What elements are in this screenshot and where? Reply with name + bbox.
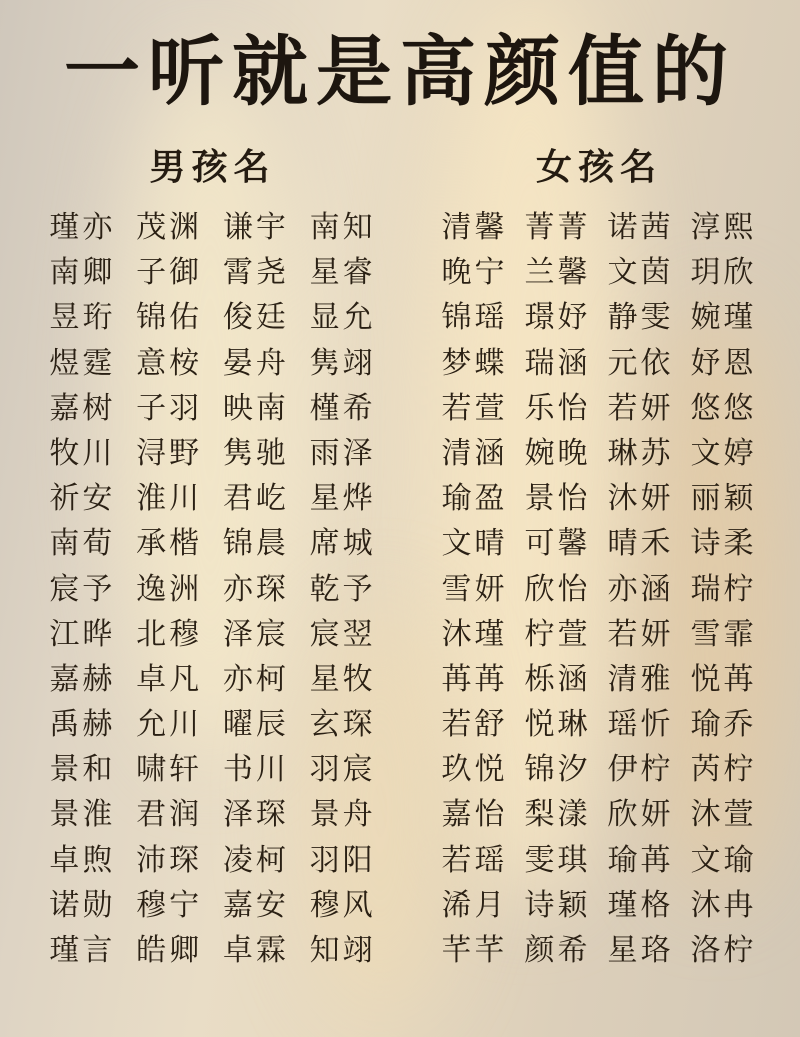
name-item: 槿希 <box>309 391 376 425</box>
name-item: 玖悦 <box>441 753 508 787</box>
name-item: 允川 <box>136 708 203 742</box>
name-item: 席城 <box>309 527 376 561</box>
name-item: 沐萱 <box>690 798 757 832</box>
name-item: 霄尧 <box>222 256 289 290</box>
name-item: 淮川 <box>136 482 203 516</box>
name-item: 琳苏 <box>607 436 674 470</box>
name-item: 诗柔 <box>690 527 757 561</box>
name-item: 星牧 <box>309 662 376 696</box>
girls-section <box>434 139 764 967</box>
name-item: 景怡 <box>524 482 591 516</box>
name-item: 淳熙 <box>690 211 757 244</box>
name-item: 嘉安 <box>222 888 289 922</box>
name-item: 映南 <box>222 391 289 425</box>
name-item: 清涵 <box>441 436 508 470</box>
name-item: 乐怡 <box>524 391 591 425</box>
name-item: 江晔 <box>49 617 116 651</box>
name-item: 兰馨 <box>524 256 591 290</box>
name-item: 子御 <box>136 256 203 290</box>
name-item: 若妍 <box>607 617 674 651</box>
name-item: 瑜乔 <box>690 708 757 742</box>
name-item: 婉晚 <box>524 436 591 470</box>
name-item: 若瑶 <box>441 843 508 877</box>
name-item: 雨泽 <box>309 436 376 470</box>
name-item: 元依 <box>607 346 674 380</box>
name-item: 瑾格 <box>607 888 674 922</box>
name-item: 星烨 <box>309 482 376 516</box>
name-item: 可馨 <box>524 527 591 561</box>
name-item: 凌柯 <box>222 843 289 877</box>
name-item: 景舟 <box>309 798 376 832</box>
name-item: 意桉 <box>136 346 203 380</box>
name-item: 悠悠 <box>690 391 757 425</box>
name-item: 若舒 <box>441 708 508 742</box>
name-item: 沐瑾 <box>441 617 508 651</box>
name-item: 昱珩 <box>49 301 116 335</box>
name-item: 欣怡 <box>524 572 591 606</box>
name-item: 静雯 <box>607 301 674 335</box>
name-item: 清雅 <box>607 662 674 696</box>
name-item: 芊芊 <box>441 934 508 967</box>
name-item: 文婷 <box>690 436 757 470</box>
name-item: 亦琛 <box>222 572 289 606</box>
name-item: 君屹 <box>222 482 289 516</box>
name-item: 卓煦 <box>49 843 116 877</box>
name-item: 隽驰 <box>222 436 289 470</box>
name-item: 亦柯 <box>222 662 289 696</box>
name-item: 泽宸 <box>222 617 289 651</box>
name-item: 曜辰 <box>222 708 289 742</box>
name-item: 梨漾 <box>524 798 591 832</box>
name-item: 禹赫 <box>49 708 116 742</box>
name-item: 若萱 <box>441 391 508 425</box>
name-item: 洛柠 <box>690 934 757 967</box>
name-item: 颜希 <box>524 934 591 967</box>
name-item: 君润 <box>136 798 203 832</box>
name-item: 宸予 <box>49 572 116 606</box>
girls-section-header: 女孩名 <box>535 147 662 187</box>
name-item: 书川 <box>222 753 289 787</box>
name-item: 啸轩 <box>136 753 203 787</box>
name-item: 菁菁 <box>524 211 591 244</box>
name-item: 梦蝶 <box>441 346 508 380</box>
name-item: 锦汐 <box>524 753 591 787</box>
name-item: 穆宁 <box>136 888 203 922</box>
name-item: 皓卿 <box>136 934 203 967</box>
name-item: 诺勋 <box>49 888 116 922</box>
name-item: 承楷 <box>136 527 203 561</box>
name-item: 乾予 <box>309 572 376 606</box>
name-item: 嘉树 <box>49 391 116 425</box>
name-item: 谦宇 <box>222 211 289 244</box>
name-item: 显允 <box>309 301 376 335</box>
name-item: 晚宁 <box>441 256 508 290</box>
name-item: 苒苒 <box>441 662 508 696</box>
name-item: 悦琳 <box>524 708 591 742</box>
name-item: 丽颖 <box>690 482 757 516</box>
name-item: 羽宸 <box>309 753 376 787</box>
name-item: 牧川 <box>49 436 116 470</box>
boys-section-header: 男孩名 <box>149 147 276 187</box>
name-item: 浔野 <box>136 436 203 470</box>
name-item: 沐妍 <box>607 482 674 516</box>
name-item: 卓霖 <box>222 934 289 967</box>
name-item: 俊廷 <box>222 301 289 335</box>
name-item: 文茵 <box>607 256 674 290</box>
name-item: 宸翌 <box>309 617 376 651</box>
name-item: 景淮 <box>49 798 116 832</box>
name-item: 南荀 <box>49 527 116 561</box>
name-item: 景和 <box>49 753 116 787</box>
name-item: 锦晨 <box>222 527 289 561</box>
name-item: 星睿 <box>309 256 376 290</box>
name-item: 隽翊 <box>309 346 376 380</box>
name-item: 柠萱 <box>524 617 591 651</box>
name-item: 浠月 <box>441 888 508 922</box>
name-item: 若妍 <box>607 391 674 425</box>
name-item: 清馨 <box>441 211 508 244</box>
name-item: 锦佑 <box>136 301 203 335</box>
name-item: 沛琛 <box>136 843 203 877</box>
name-item: 玄琛 <box>309 708 376 742</box>
name-item: 妤恩 <box>690 346 757 380</box>
name-item: 玥欣 <box>690 256 757 290</box>
name-item: 瑜苒 <box>607 843 674 877</box>
name-item: 诗颖 <box>524 888 591 922</box>
name-item: 南知 <box>309 211 376 244</box>
name-item: 茂渊 <box>136 211 203 244</box>
name-item: 知翊 <box>309 934 376 967</box>
boys-names-grid <box>40 212 385 967</box>
name-columns <box>28 139 772 967</box>
name-item: 伊柠 <box>607 753 674 787</box>
name-item: 子羽 <box>136 391 203 425</box>
name-item: 羽阳 <box>309 843 376 877</box>
poster-title: 一听就是高颜值的 <box>64 31 736 115</box>
name-item: 沐冉 <box>690 888 757 922</box>
name-item: 悦苒 <box>690 662 757 696</box>
name-item: 瑞涵 <box>524 346 591 380</box>
name-item: 诺茜 <box>607 211 674 244</box>
name-item: 瑜盈 <box>441 482 508 516</box>
name-item: 雪妍 <box>441 572 508 606</box>
name-item: 雯琪 <box>524 843 591 877</box>
name-item: 穆风 <box>309 888 376 922</box>
name-item: 祈安 <box>49 482 116 516</box>
name-item: 泽琛 <box>222 798 289 832</box>
name-item: 南卿 <box>49 256 116 290</box>
name-item: 煜霆 <box>49 346 116 380</box>
name-item: 星珞 <box>607 934 674 967</box>
name-item: 文晴 <box>441 527 508 561</box>
name-item: 芮柠 <box>690 753 757 787</box>
name-item: 嘉怡 <box>441 798 508 832</box>
name-item: 锦瑶 <box>441 301 508 335</box>
name-item: 栎涵 <box>524 662 591 696</box>
name-item: 璟妤 <box>524 301 591 335</box>
name-item: 逸洲 <box>136 572 203 606</box>
name-item: 嘉赫 <box>49 662 116 696</box>
name-item: 晴禾 <box>607 527 674 561</box>
name-item: 雪霏 <box>690 617 757 651</box>
name-item: 欣妍 <box>607 798 674 832</box>
name-item: 瑾亦 <box>49 211 116 244</box>
name-item: 卓凡 <box>136 662 203 696</box>
name-item: 瑾言 <box>49 934 116 967</box>
name-item: 文瑜 <box>690 843 757 877</box>
name-item: 瑶忻 <box>607 708 674 742</box>
name-item: 亦涵 <box>607 572 674 606</box>
name-item: 晏舟 <box>222 346 289 380</box>
name-item: 婉瑾 <box>690 301 757 335</box>
name-item: 北穆 <box>136 617 203 651</box>
boys-section <box>40 139 385 967</box>
name-item: 瑞柠 <box>690 572 757 606</box>
girls-names-grid <box>434 212 764 967</box>
